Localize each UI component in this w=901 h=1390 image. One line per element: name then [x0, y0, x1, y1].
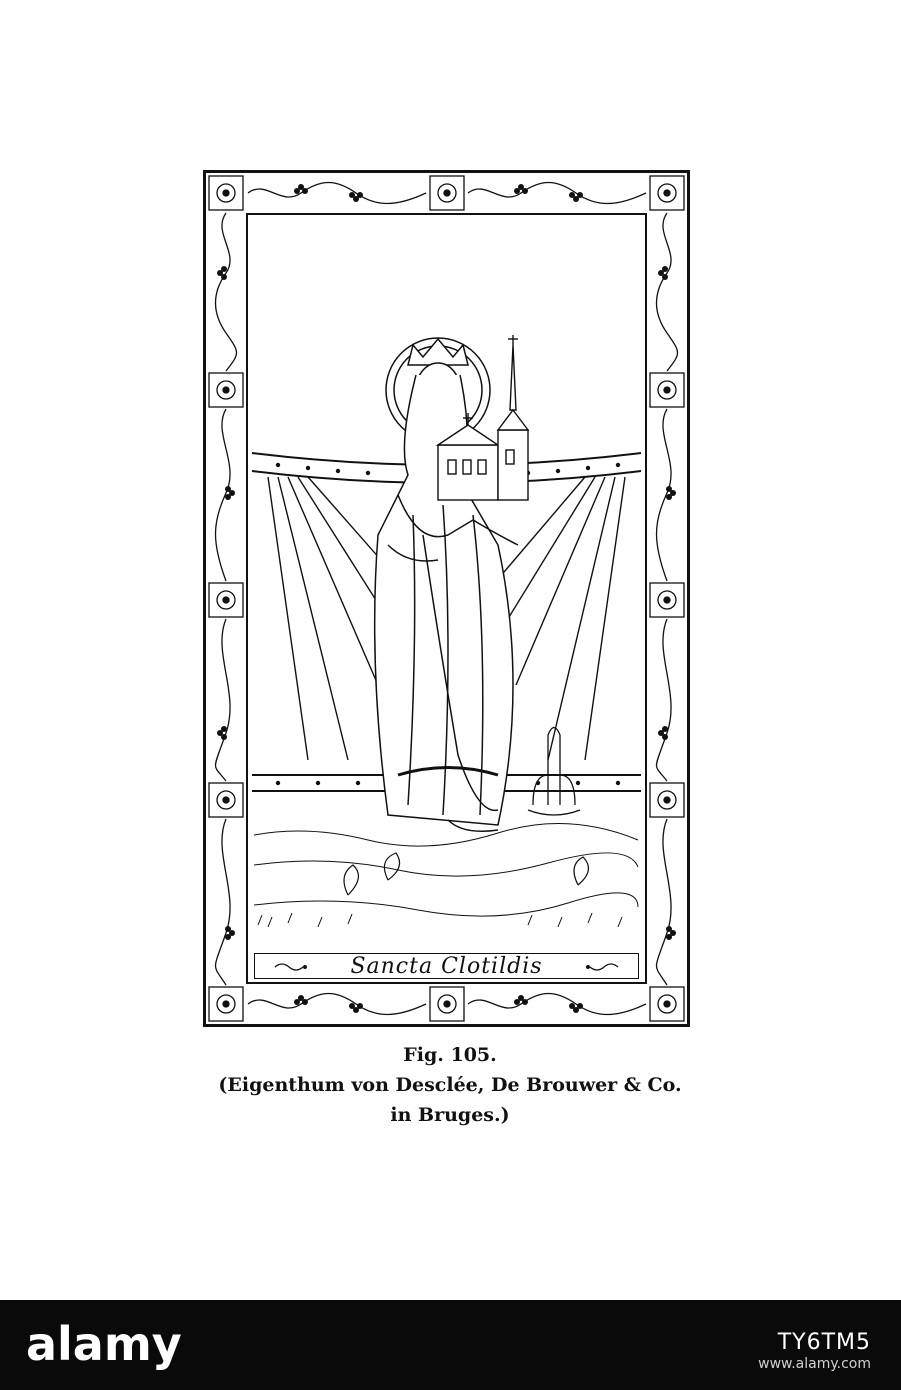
figure-number: Fig. 105.: [403, 1044, 497, 1066]
figure-credit-line-2: in Bruges.): [390, 1104, 510, 1126]
plant-icon: [344, 853, 588, 895]
illustration-plate: [203, 170, 690, 1027]
alamy-logo: [26, 1316, 236, 1372]
plate-caption-band: [254, 953, 639, 979]
picture-panel: [246, 213, 647, 984]
watermark-url: www.alamy.com: [758, 1356, 871, 1372]
scroll-ornament-icon: [584, 961, 620, 973]
saint-figure: [375, 338, 518, 831]
fountain-icon: [528, 728, 580, 816]
figure-caption: [200, 1040, 700, 1130]
saint-illustration: [248, 215, 645, 982]
watermark-bar: [0, 1300, 901, 1390]
figure-credit-line-1: (Eigenthum von Desclée, De Brouwer & Co.: [218, 1074, 682, 1096]
ground: [254, 824, 638, 927]
scroll-ornament-icon: [273, 961, 309, 973]
svg-text:alamy: alamy: [26, 1317, 182, 1371]
plate-caption: Sancta Clotildis: [350, 953, 543, 979]
watermark-image-id: TY6TM5: [777, 1330, 871, 1355]
